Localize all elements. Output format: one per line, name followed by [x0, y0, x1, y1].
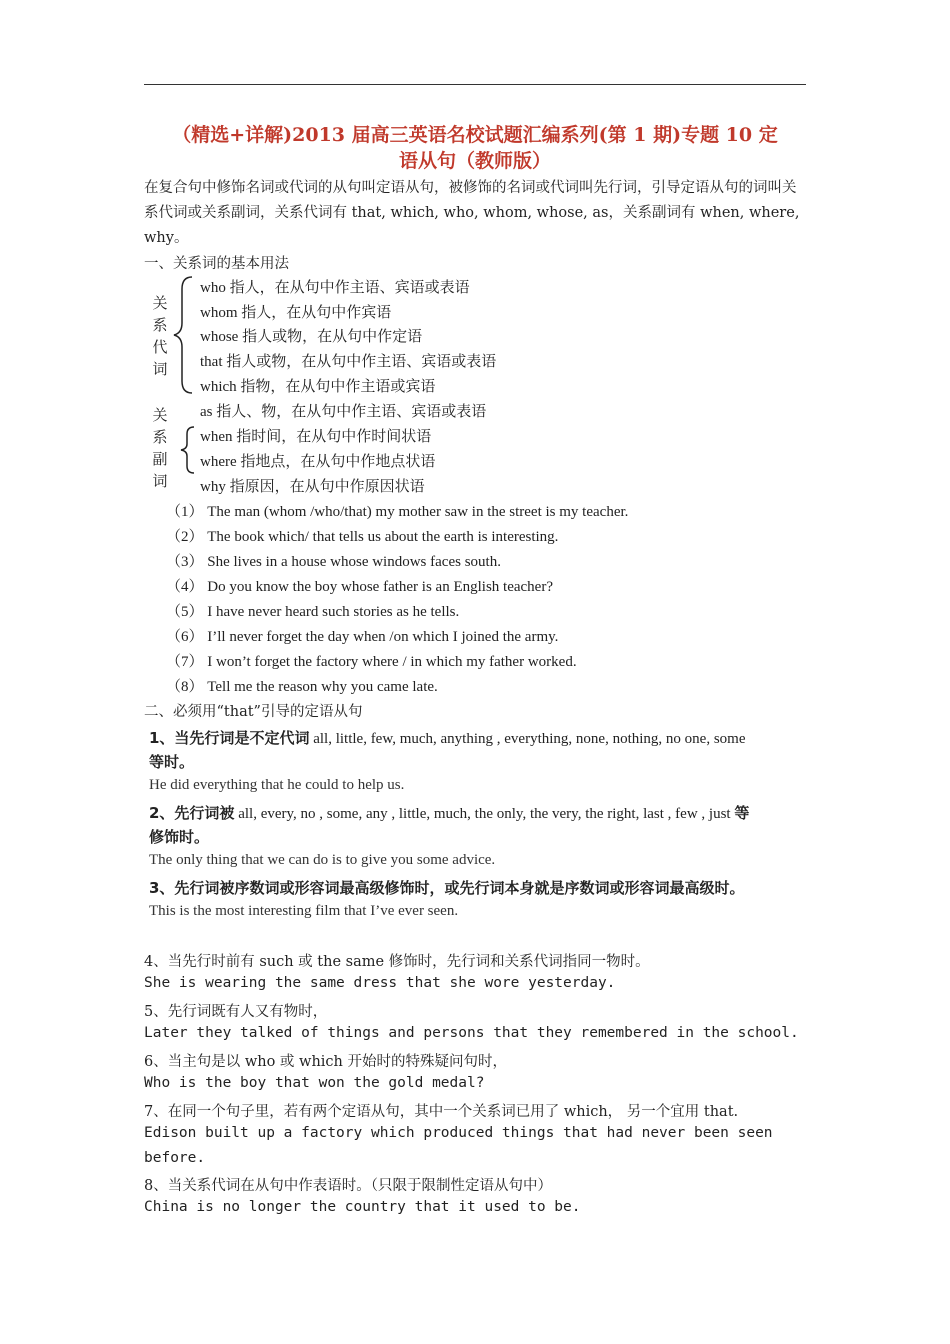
- pronoun-row: whose 指人或物，在从句中作定语: [200, 327, 423, 345]
- rule-4: 4、当先行时前有 such 或 the same 修饰时，先行词和关系代词指同一物时。: [144, 954, 650, 970]
- rule-7-example-line-2: before.: [144, 1150, 206, 1166]
- rule-5-example: Later they talked of things and persons that they remembered in the school.: [144, 1025, 799, 1041]
- example-sentence: （7） I won’t forget the factory where / in which my father worked.: [166, 654, 577, 670]
- pronoun-category-label: 关 系 代 词: [152, 294, 168, 378]
- rule-5: 5、先行词既有人又有物时，: [144, 1004, 328, 1020]
- rule-3-example: This is the most interesting film that I’ve ever seen.: [149, 903, 459, 919]
- rule-2: 2、先行词被 all, every, no , some, any , little, much, the only, the very, the right, last , few , just 等: [149, 804, 750, 822]
- rule-2-example: The only thing that we can do is to give you some advice.: [149, 852, 496, 868]
- adverb-row: when 指时间，在从句中作时间状语: [200, 427, 432, 445]
- rule-2-tail: 修饰时。: [149, 828, 210, 846]
- section1-heading: 一、关系词的基本用法: [144, 256, 289, 272]
- rule-3: 3、先行词被序数词或形容词最高级修饰时，或先行词本身就是序数词或形容词最高级时。: [149, 879, 745, 897]
- adverb-brace: [178, 425, 198, 475]
- rule-1-example: He did everything that he could to help us.: [149, 777, 405, 793]
- rule-8: 8、当关系代词在从句中作表语时。（只限于限制性定语从句中）: [144, 1178, 552, 1194]
- title-line-1: （精选+详解)2013 届高三英语名校试题汇编系列(第 1 期)专题 10 定: [172, 124, 778, 146]
- rule-6: 6、当主句是以 who 或 which 开始时的特殊疑问句时，: [144, 1054, 507, 1070]
- pronoun-row: who 指人，在从句中作主语、宾语或表语: [200, 278, 470, 296]
- pronoun-row: whom 指人，在从句中作宾语: [200, 303, 392, 321]
- document-title: [144, 122, 806, 174]
- rule-6-example: Who is the boy that won the gold medal?: [144, 1075, 485, 1091]
- adverb-category-label: 关 系 副 词: [152, 406, 168, 490]
- rule-1-tail: 等时。: [149, 753, 195, 771]
- example-sentence: （6） I’ll never forget the day when /on which I joined the army.: [166, 629, 559, 645]
- rule-4-example: She is wearing the same dress that she wore yesterday.: [144, 975, 616, 991]
- rule-1: 1、当先行词是不定代词 all, little, few, much, anything , everything, none, nothing, no one, some: [149, 729, 746, 747]
- example-sentence: （1） The man (whom /who/that) my mother saw in the street is my teacher.: [166, 504, 629, 520]
- example-sentence: （2） The book which/ that tells us about the earth is interesting.: [166, 529, 559, 545]
- title-line-2: 语从句（教师版）: [398, 150, 551, 172]
- pronoun-row: that 指人或物，在从句中作主语、宾语或表语: [200, 352, 497, 370]
- example-sentence: （4） Do you know the boy whose father is an English teacher?: [166, 579, 553, 595]
- example-sentence: （3） She lives in a house whose windows faces south.: [166, 554, 501, 570]
- rule-8-example: China is no longer the country that it used to be.: [144, 1199, 581, 1215]
- example-sentence: （5） I have never heard such stories as he tells.: [166, 604, 460, 620]
- example-sentence: （8） Tell me the reason why you came late.: [166, 679, 438, 695]
- adverb-row: why 指原因，在从句中作原因状语: [200, 477, 425, 495]
- header-rule: [144, 84, 806, 85]
- rule-7-example-line-1: Edison built up a factory which produced things that had never been seen: [144, 1125, 773, 1141]
- pronoun-row: as 指人、物，在从句中作主语、宾语或表语: [200, 402, 487, 420]
- rule-7: 7、在同一个句子里，若有两个定语从句，其中一个关系词已用了 which， 另一个宜用 that.: [144, 1104, 739, 1120]
- adverb-row: where 指地点，在从句中作地点状语: [200, 452, 436, 470]
- pronoun-row: which 指物，在从句中作主语或宾语: [200, 377, 436, 395]
- intro-paragraph: 在复合句中修饰名词或代词的从句叫定语从句，被修饰的名词或代词叫先行词，引导定语从句的词叫关系代词或关系副词，关系代词有 that, which, who, whom, whose, as，关系副词有 when, where, why。: [144, 180, 800, 246]
- section2-heading: 二、必须用“that”引导的定语从句: [144, 704, 363, 720]
- pronoun-brace: [172, 275, 196, 395]
